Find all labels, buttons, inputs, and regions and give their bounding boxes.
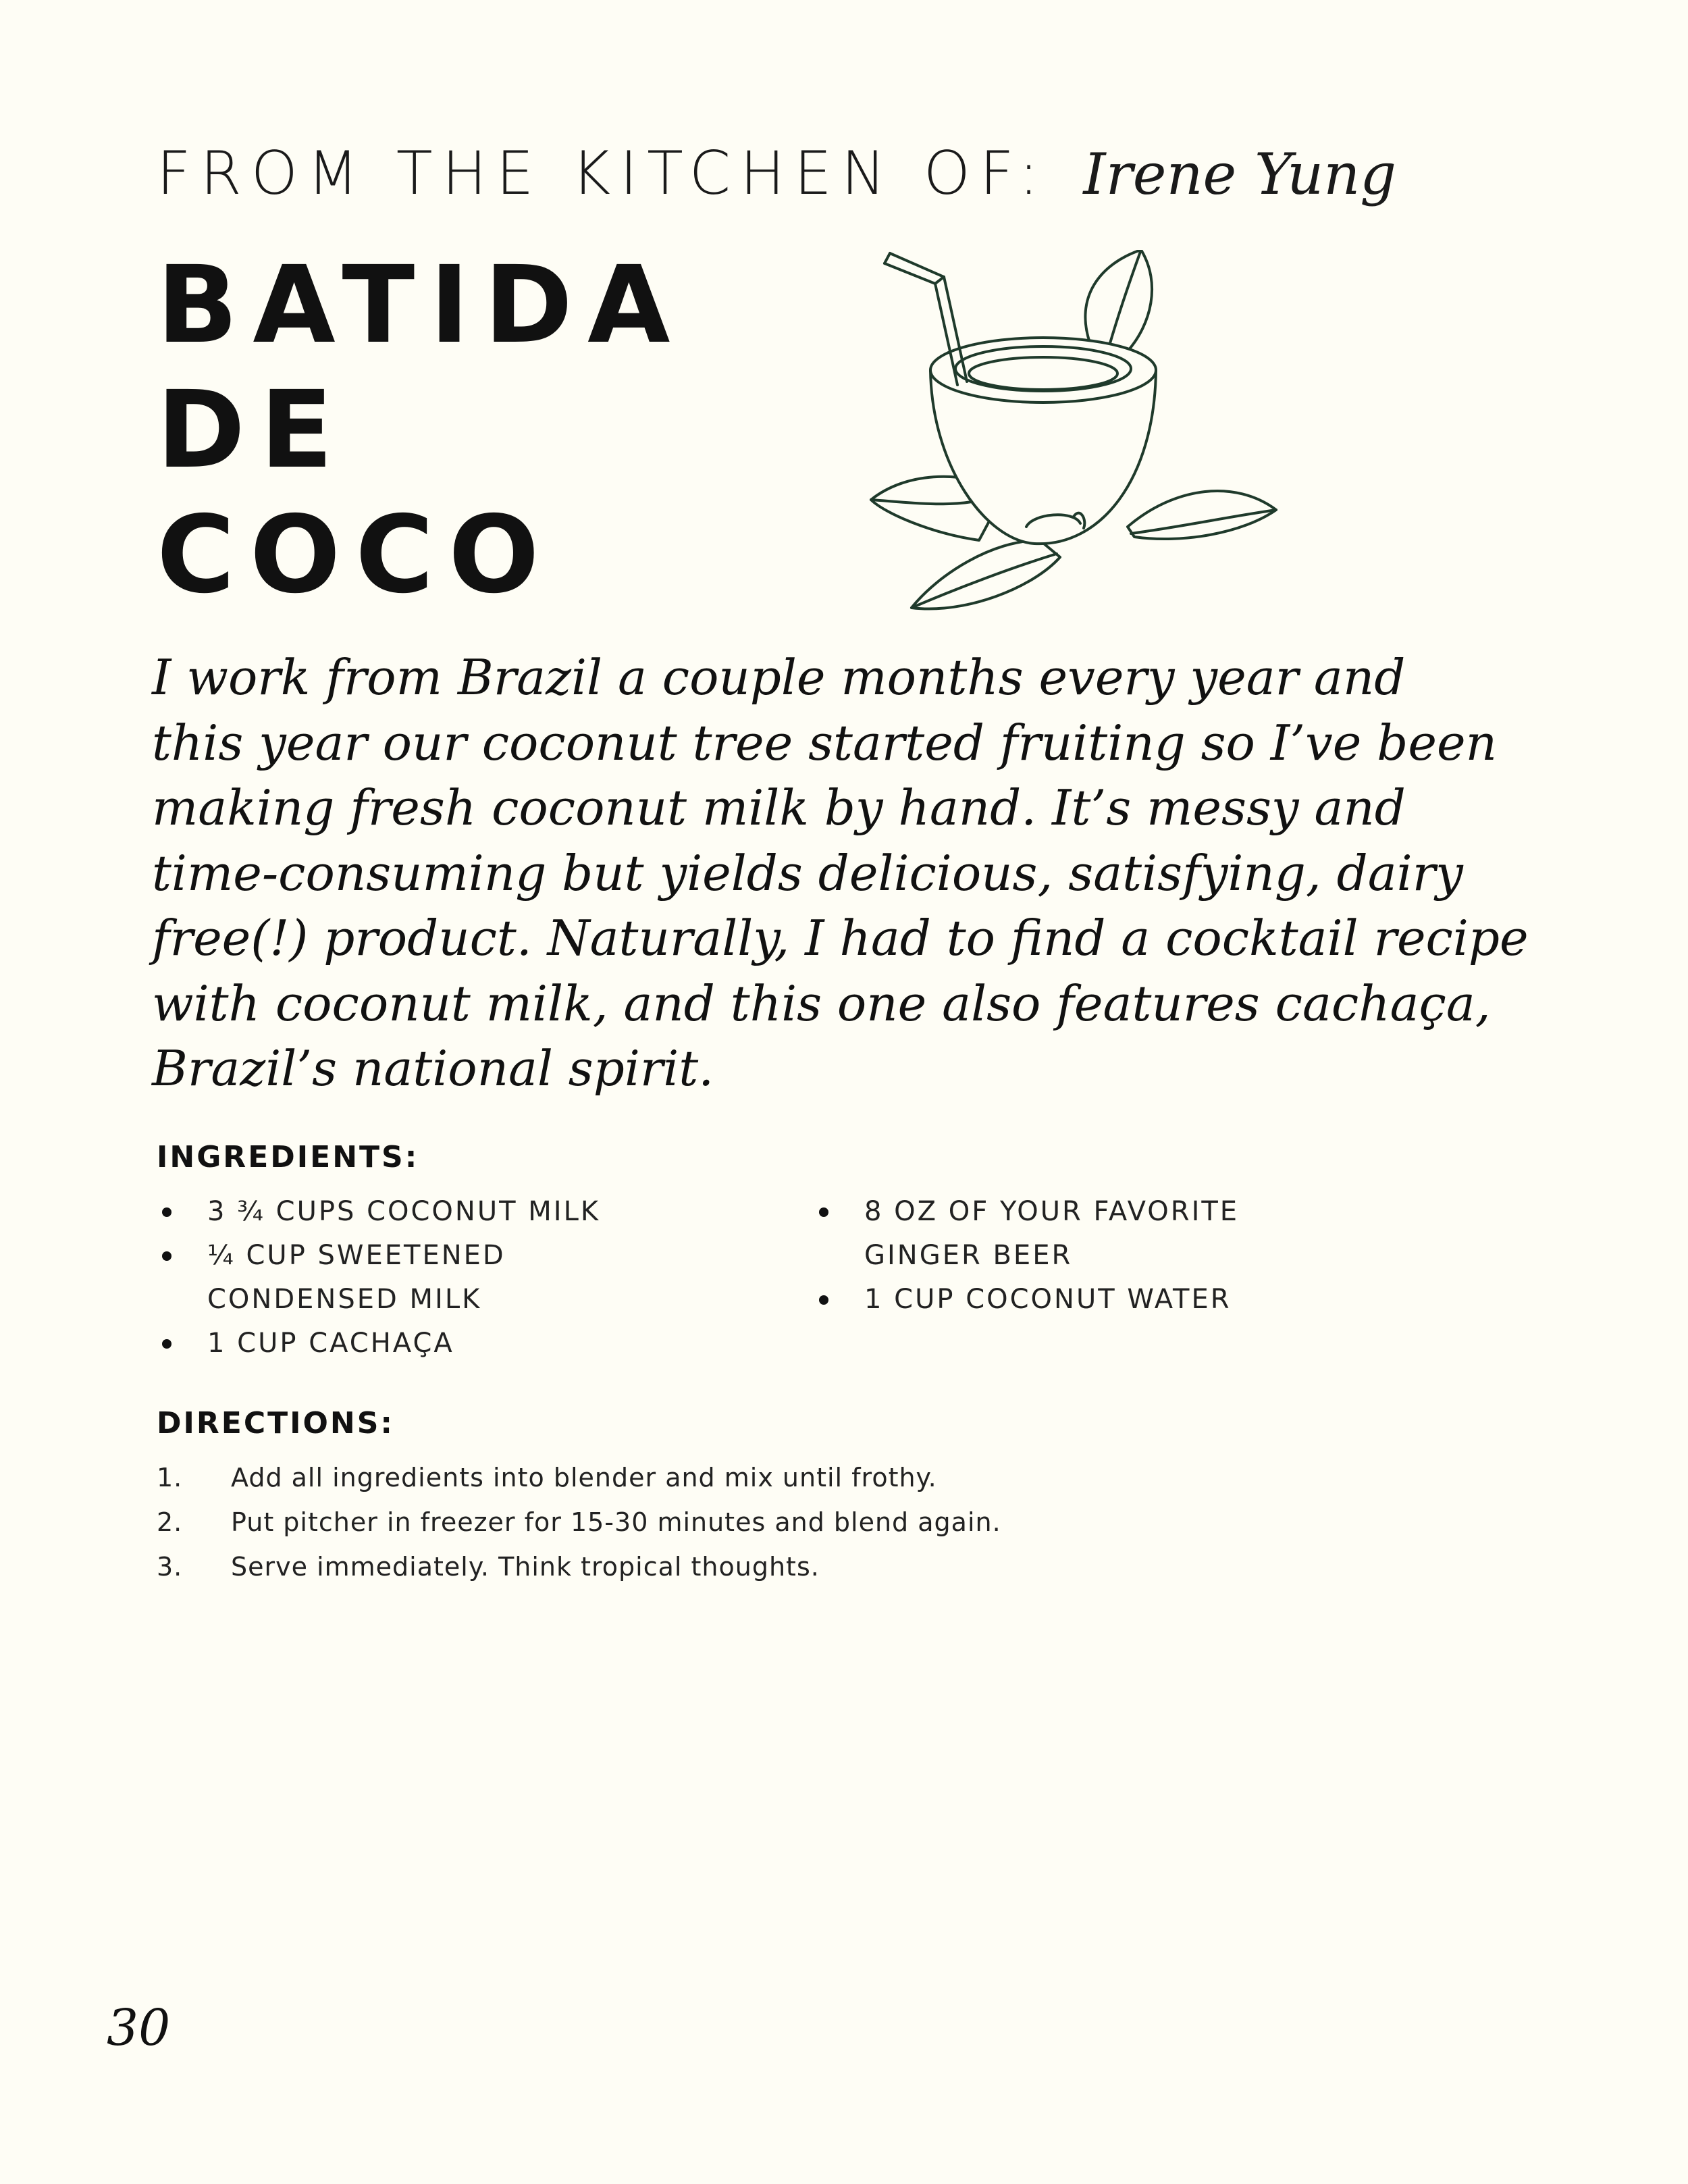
- intro-line: time-consuming but yields delicious, satisfying, dairy: [152, 844, 1463, 902]
- coconut-drink-icon: [858, 250, 1290, 615]
- step-number: 2.: [157, 1507, 183, 1537]
- intro-line: free(!) product. Naturally, I had to find a cocktail recipe: [152, 910, 1529, 966]
- directions-heading: DIRECTIONS:: [157, 1406, 395, 1440]
- step-text: Add all ingredients into blender and mix until frothy.: [231, 1463, 937, 1492]
- intro-line: with coconut milk, and this one also features cachaça,: [152, 974, 1491, 1032]
- kitchen-header: [157, 138, 1396, 208]
- step-text: Serve immediately. Think tropical thoughts.: [231, 1552, 820, 1582]
- intro-line: making fresh coconut milk by hand. It’s messy and: [152, 779, 1406, 836]
- intro-paragraph: [152, 645, 1556, 1101]
- ingredients-heading: INGREDIENTS:: [157, 1140, 419, 1174]
- intro-line: I work from Brazil a couple months every year and: [152, 649, 1406, 706]
- step-text: Put pitcher in freezer for 15-30 minutes and blend again.: [231, 1507, 1001, 1537]
- intro-line: this year our coconut tree started fruiting so I’ve been: [152, 714, 1497, 771]
- intro-line: Brazil’s national spirit.: [152, 1040, 714, 1097]
- step-number: 1.: [157, 1463, 183, 1492]
- kitchen-label: FROM THE KITCHEN OF:: [157, 138, 1049, 208]
- ingredient-item: 8 OZ OF YOUR FAVORITE GINGER BEER: [814, 1190, 1296, 1278]
- title-line: COCO: [157, 493, 554, 617]
- direction-step: [157, 1455, 1001, 1500]
- direction-step: [157, 1544, 1001, 1589]
- author-name: Irene Yung: [1083, 141, 1397, 207]
- direction-step: [157, 1500, 1001, 1544]
- step-number: 3.: [157, 1552, 183, 1582]
- ingredient-item: 1 CUP COCONUT WATER: [814, 1278, 1421, 1322]
- ingredients-list-right: [814, 1190, 1421, 1322]
- ingredients-list-left: [157, 1190, 764, 1366]
- recipe-title: [157, 243, 685, 618]
- page-number: 30: [107, 1999, 171, 2057]
- title-line: BATIDA: [157, 243, 685, 367]
- title-line: DE: [157, 368, 348, 492]
- ingredient-item: 3 ¾ CUPS COCONUT MILK: [157, 1190, 764, 1234]
- ingredient-item: 1 CUP CACHAÇA: [157, 1322, 764, 1366]
- directions-list: [157, 1455, 1001, 1589]
- ingredient-item: ¼ CUP SWEETENED CONDENSED MILK: [157, 1234, 572, 1322]
